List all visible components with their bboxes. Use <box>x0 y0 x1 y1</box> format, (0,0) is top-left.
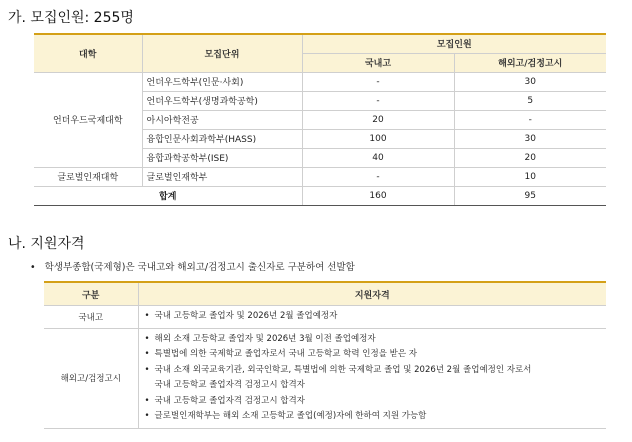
header-category: 구분 <box>44 282 138 306</box>
domestic-cell: 40 <box>302 148 454 167</box>
section-a-title: 가. 모집인원: 255명 <box>8 10 134 26</box>
overseas-cell: 20 <box>454 148 606 167</box>
list-item: • 국내 고등학교 졸업자격 검정고시 합격자 <box>145 394 601 410</box>
domestic-cell: - <box>302 167 454 186</box>
quota-table <box>34 33 606 206</box>
domestic-cell: 100 <box>302 129 454 148</box>
category-domestic: 국내고 <box>44 306 138 329</box>
overseas-cell: - <box>454 110 606 129</box>
total-label: 합계 <box>34 186 302 205</box>
list-item: • 글로벌인재학부는 해외 소재 고등학교 졸업(예정)자에 한하여 지원 가능함 <box>145 409 601 425</box>
domestic-cell: - <box>302 72 454 91</box>
table-row <box>44 306 606 329</box>
unit-cell: 언더우드학부(인문·사회) <box>142 72 302 91</box>
unit-cell: 언더우드학부(생명과학공학) <box>142 91 302 110</box>
intro-line <box>30 259 355 273</box>
list-item-continuation: 국내 고등학교 졸업자격 검정고시 합격자 <box>154 380 305 390</box>
qualification-overseas <box>138 328 606 428</box>
unit-cell: 융합인문사회과학부(HASS) <box>142 129 302 148</box>
domestic-cell: - <box>302 91 454 110</box>
total-row <box>34 186 606 205</box>
list-item <box>145 363 601 394</box>
bullet-icon: • <box>30 262 36 273</box>
overseas-cell: 30 <box>454 72 606 91</box>
section-b-title: 나. 지원자격 <box>8 236 85 252</box>
header-domestic: 국내고 <box>302 53 454 72</box>
list-item: • 특별법에 의한 국제학교 졸업자로서 국내 고등학교 학력 인정을 받은 자 <box>145 347 601 363</box>
domestic-cell: 20 <box>302 110 454 129</box>
overseas-cell: 10 <box>454 167 606 186</box>
overseas-cell: 5 <box>454 91 606 110</box>
header-overseas: 해외고/검정고시 <box>454 53 606 72</box>
total-overseas: 95 <box>454 186 606 205</box>
univ-cell: 글로벌인재대학 <box>34 167 142 186</box>
unit-cell: 아시아학전공 <box>142 110 302 129</box>
header-univ: 대학 <box>34 34 142 72</box>
unit-cell: 융합과학공학부(ISE) <box>142 148 302 167</box>
list-item-text: 국내 소재 외국교육기관, 외국인학교, 특별법에 의한 국제학교 졸업 및 2026년 2월 졸업예정인 자로서 <box>154 364 532 375</box>
unit-cell: 글로벌인재학부 <box>142 167 302 186</box>
univ-cell: 언더우드국제대학 <box>34 72 142 167</box>
table-row <box>34 72 606 91</box>
category-overseas: 해외고/검정고시 <box>44 328 138 428</box>
total-domestic: 160 <box>302 186 454 205</box>
table-row <box>34 167 606 186</box>
header-quota: 모집인원 <box>302 34 606 53</box>
header-unit: 모집단위 <box>142 34 302 72</box>
list-item: • 해외 소재 고등학교 졸업자 및 2026년 3월 이전 졸업예정자 <box>145 332 601 348</box>
header-qualification: 지원자격 <box>138 282 606 306</box>
qualification-table <box>44 281 606 429</box>
table-row <box>44 328 606 428</box>
overseas-cell: 30 <box>454 129 606 148</box>
intro-text: 학생부종합(국제형)은 국내고와 해외고/검정고시 출신자로 구분하여 선발함 <box>44 262 355 273</box>
qualification-domestic <box>138 306 606 329</box>
list-item: • 국내 고등학교 졸업자 및 2026년 2월 졸업예정자 <box>145 309 601 325</box>
